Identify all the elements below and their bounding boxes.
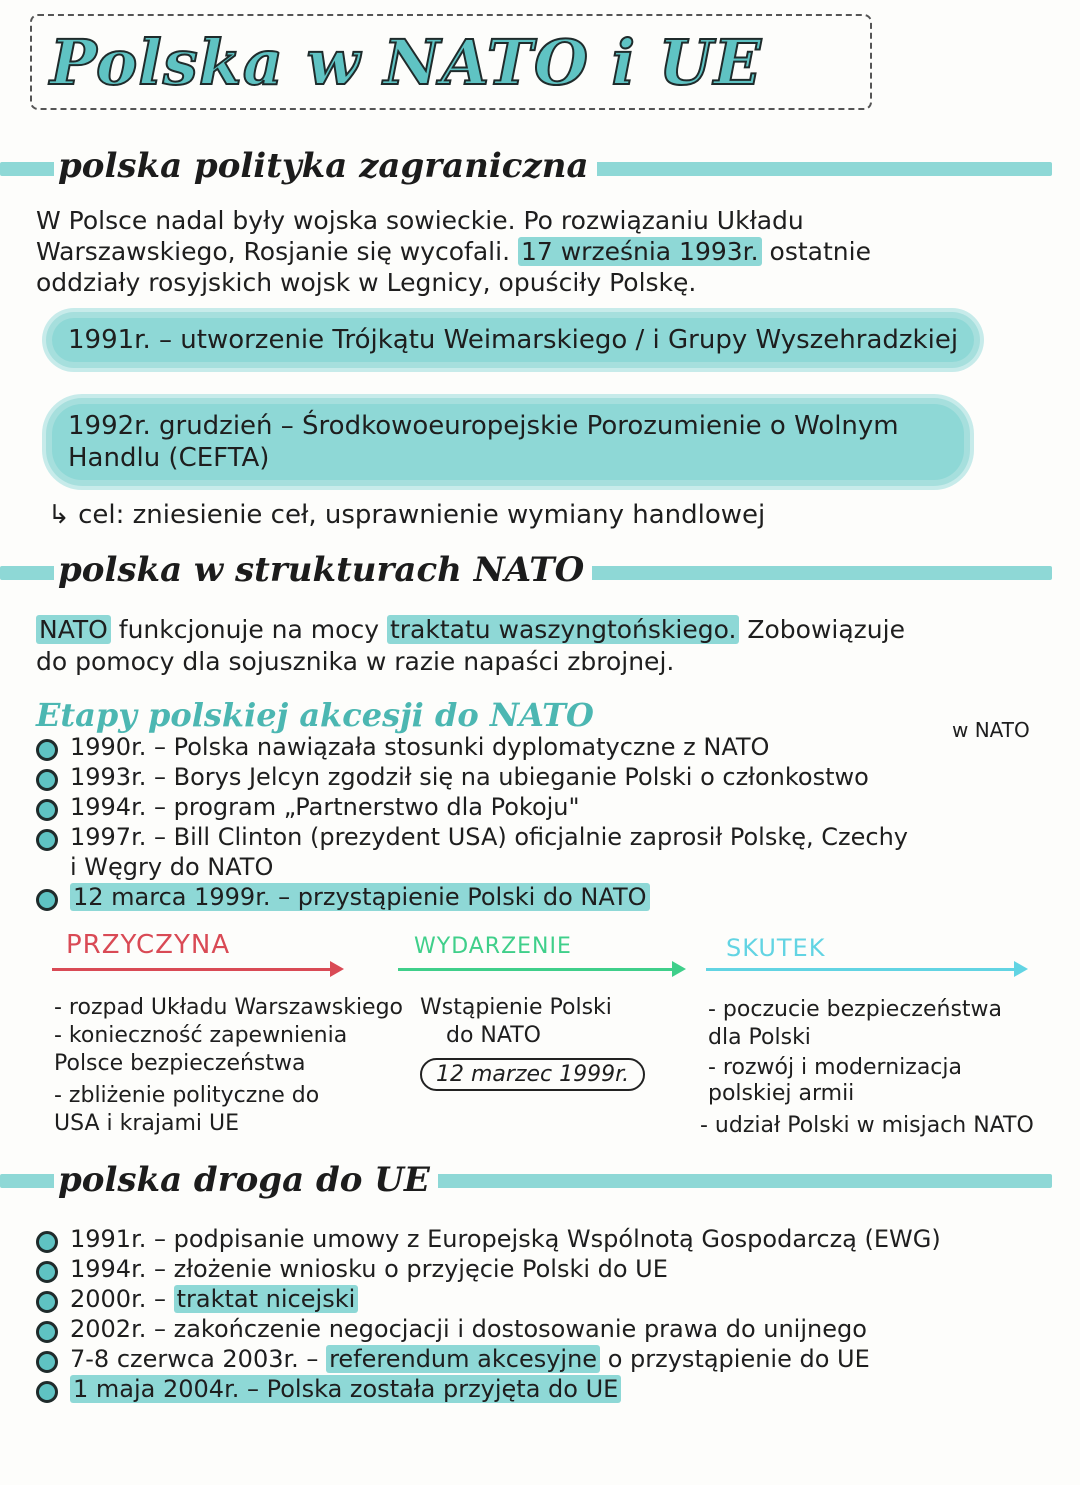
effect-title: SKUTEK <box>726 934 826 962</box>
list-item-continued <box>36 852 908 882</box>
paragraph-text: ostatnie <box>769 237 871 266</box>
cause-arrow-icon <box>52 968 340 971</box>
cloud-line: Handlu (CEFTA) <box>68 443 270 473</box>
page-title-frame <box>30 14 872 110</box>
cause-line: Polsce bezpieczeństwa <box>54 1051 306 1076</box>
bullet-icon <box>36 739 58 761</box>
cause-line: - rozpad Układu Warszawskiego <box>54 995 404 1020</box>
goal-text: cel: zniesienie ceł, usprawnienie wymiany handlowej <box>78 500 766 530</box>
bullet-icon <box>36 769 58 791</box>
list-item <box>36 1284 941 1314</box>
cause-line: USA i krajami UE <box>54 1111 240 1136</box>
effect-arrow-icon <box>706 968 1024 971</box>
cloud-line: 1992r. grudzień – Środkowoeuropejskie Porozumienie o Wolnym <box>68 411 899 441</box>
paragraph-text: Zobowiązuje <box>747 615 905 644</box>
list-item <box>36 822 908 852</box>
item-text: 1993r. – Borys Jelcyn zgodził się na ubieganie Polski o członkostwo <box>70 763 869 791</box>
effect-line: dla Polski <box>708 1025 811 1050</box>
list-item <box>36 1224 941 1254</box>
eu-road-list <box>36 1224 941 1404</box>
paragraph-line: W Polsce nadal były wojska sowieckie. Po rozwiązaniu Układu <box>36 206 804 235</box>
item-text: 1990r. – Polska nawiązała stosunki dyplomatyczne z NATO <box>70 733 770 761</box>
list-item <box>36 1314 941 1344</box>
highlight-cloud-cefta <box>52 404 964 480</box>
paragraph-text: Warszawskiego, Rosjanie się wycofali. <box>36 237 511 266</box>
effect-line: - rozwój i modernizacja <box>708 1055 962 1080</box>
cause-title: PRZYCZYNA <box>66 930 231 960</box>
list-item <box>36 762 908 792</box>
bullet-icon <box>36 1261 58 1283</box>
event-title: WYDARZENIE <box>414 934 572 959</box>
item-text: 12 marca 1999r. – przystąpienie Polski do NATO <box>70 883 650 911</box>
list-item <box>36 1374 941 1404</box>
highlighted-date: 17 września 1993r. <box>518 237 762 266</box>
event-date-badge: 12 marzec 1999r. <box>420 1058 645 1091</box>
item-text: 1 maja 2004r. – Polska została przyjęta do UE <box>70 1375 621 1403</box>
event-line: do NATO <box>446 1023 541 1048</box>
event-line: Wstąpienie Polski <box>420 995 612 1020</box>
cause-line: - zbliżenie polityczne do <box>54 1083 320 1108</box>
event-arrow-icon <box>398 968 682 971</box>
item-text: 1991r. – podpisanie umowy z Europejską Wspólnotą Gospodarczą (EWG) <box>70 1225 941 1253</box>
bullet-icon <box>36 799 58 821</box>
highlighted-text: traktat nicejski <box>174 1285 359 1313</box>
list-item <box>36 1344 941 1374</box>
subheading-nato-stages: Etapy polskiej akcesji do NATO <box>36 696 594 734</box>
section-heading-foreign-policy: polska polityka zagraniczna <box>54 146 597 186</box>
page-title: Polska w NATO i UE <box>50 25 763 99</box>
item-text: 2002r. – zakończenie negocjacji i dostosowanie prawa do unijnego <box>70 1315 867 1343</box>
item-text: 1994r. – program „Partnerstwo dla Pokoju" <box>70 793 580 821</box>
item-text: 1994r. – złożenie wniosku o przyjęcie Polski do UE <box>70 1255 668 1283</box>
highlighted-treaty: traktatu waszyngtońskiego. <box>387 615 739 644</box>
list-item <box>36 792 908 822</box>
effect-line: polskiej armii <box>708 1081 855 1106</box>
list-item <box>36 732 908 762</box>
list-item <box>36 1254 941 1284</box>
bullet-icon <box>36 889 58 911</box>
highlight-cloud-1991: 1991r. – utworzenie Trójkątu Weimarskiego / i Grupy Wyszehradzkiej <box>52 318 974 362</box>
item-text: o przystąpienie do UE <box>607 1345 870 1373</box>
highlighted-word: NATO <box>36 615 111 644</box>
item-text: i Węgry do NATO <box>70 853 274 881</box>
item-text: 1997r. – Bill Clinton (prezydent USA) oficjalnie zaprosił Polskę, Czechy <box>70 823 908 851</box>
highlighted-text: referendum akcesyjne <box>326 1345 600 1373</box>
paragraph-line: oddziały rosyjskich wojsk w Legnicy, opuściły Polskę. <box>36 268 697 297</box>
list-item <box>36 882 908 912</box>
paragraph-line: do pomocy dla sojusznika w razie napaści zbrojnej. <box>36 647 675 676</box>
goal-line <box>48 500 765 531</box>
bullet-icon <box>36 1321 58 1343</box>
bullet-icon <box>36 1381 58 1403</box>
effect-line: - udział Polski w misjach NATO <box>700 1113 1034 1138</box>
item-text: 7-8 czerwca 2003r. – <box>70 1345 319 1373</box>
bullet-icon <box>36 1231 58 1253</box>
section-heading-eu-road: polska droga do UE <box>54 1160 438 1200</box>
section-heading-nato-structures: polska w strukturach NATO <box>54 550 592 590</box>
cause-line: - konieczność zapewnienia <box>54 1023 348 1048</box>
paragraph-line <box>36 614 905 645</box>
paragraph-text: funkcjonuje na mocy <box>118 615 379 644</box>
bullet-icon <box>36 829 58 851</box>
effect-line: - poczucie bezpieczeństwa <box>708 997 1003 1022</box>
return-arrow-icon: ↳ <box>48 500 70 530</box>
bullet-icon <box>36 1291 58 1313</box>
nato-stages-list <box>36 732 908 912</box>
paragraph-line <box>36 236 871 267</box>
item-text: 2000r. – <box>70 1285 166 1313</box>
side-note: w NATO <box>952 718 1030 742</box>
bullet-icon <box>36 1351 58 1373</box>
